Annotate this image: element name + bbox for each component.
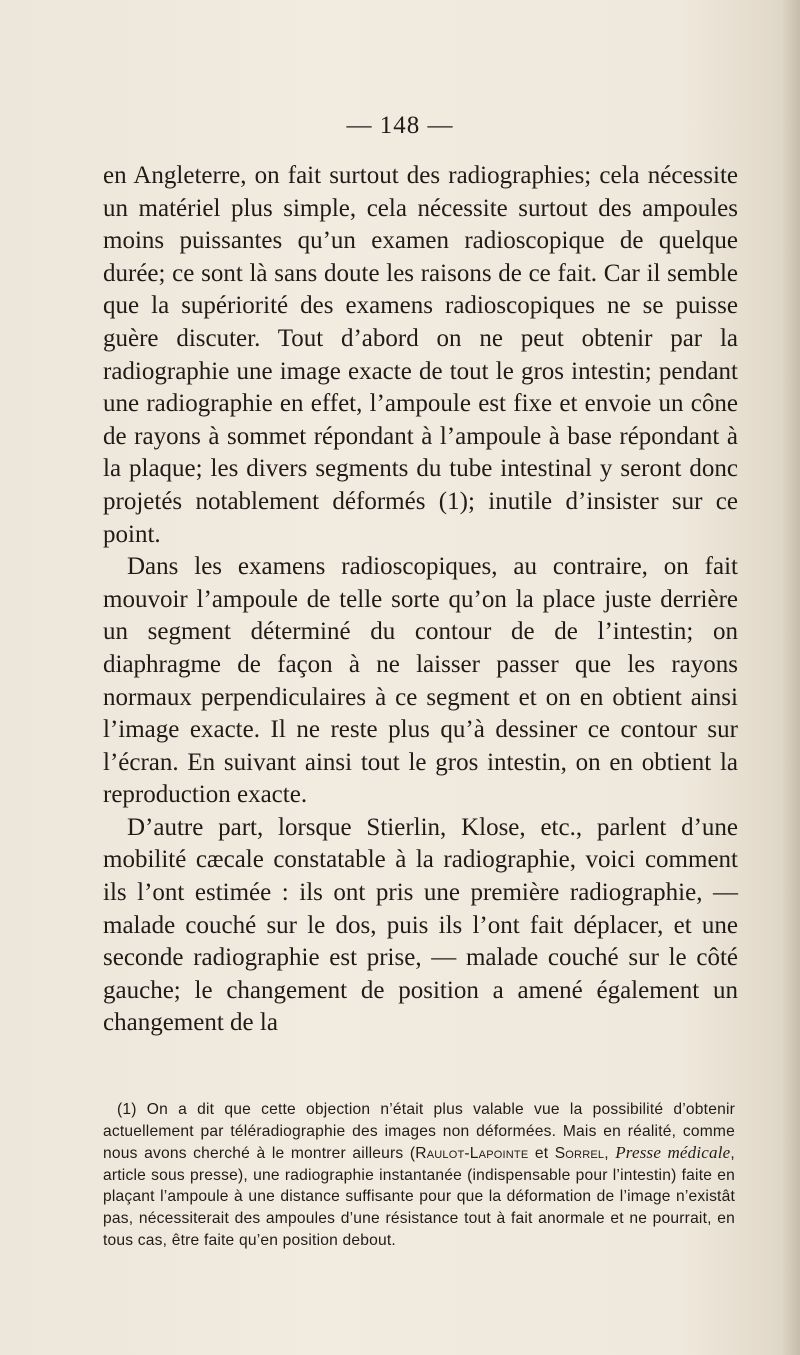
page-edge-shadow xyxy=(782,0,800,1355)
footnote-text-3: , xyxy=(604,1145,616,1163)
footnote-text-1: (1) On a dit que cette objection n’était plus valable vue la possibilité d’obtenir actuellement par téléradiographie des images non déformées. Mais en réalité, comme nous avons cherché à le montrer ailleurs ( xyxy=(103,1101,735,1163)
footnote-journal: Presse médicale xyxy=(615,1143,731,1163)
footnote-text-4: , article sous presse), une radiographie instantanée (indispensable pour l’intestin) faite en plaçant l’ampoule à une distance suffisante pour que la déformation de l’image n’existât pas, nécessiterait des ampoules d’une résistance tout à fait anormale et ne pourrait, en tous cas, être faite qu’en position debout. xyxy=(103,1145,735,1249)
footnote-author-1: Raulot-Lapointe xyxy=(415,1145,529,1163)
footnote-text-2: et xyxy=(528,1145,555,1163)
paragraph-1: en Angleterre, on fait surtout des radiographies; cela nécessite un matériel plus simple, cela nécessite surtout des ampoules moins puissantes qu’un examen radioscopique de quelque durée; ce sont là sans doute les raisons de ce fait. Car il semble que la supériorité des examens radioscopiques ne se puisse guère discuter. Tout d’abord on ne peut obtenir par la radiographie une image exacte de tout le gros intestin; pendant une radiographie en effet, l’ampoule est fixe et envoie un cône de rayons à sommet répondant à l’ampoule à base répondant à la plaque; les divers segments du tube intestinal y seront donc projetés notablement déformés (1); inutile d’insister sur ce point. xyxy=(103,162,738,548)
footnote-author-2: Sorrel xyxy=(554,1145,605,1163)
body-text xyxy=(103,160,738,1040)
paragraph-2: Dans les examens radioscopiques, au contraire, on fait mouvoir l’ampoule de telle sorte qu’on la place juste derrière un segment déterminé du contour de de l’intestin; on diaphragme de façon à ne laisser passer que les rayons normaux perpendiculaires à ce segment et on en obtient ainsi l’image exacte. Il ne reste plus qu’à dessiner ce contour sur l’écran. En suivant ainsi tout le gros intestin, on en obtient la reproduction exacte. xyxy=(103,553,738,809)
paragraph-3: D’autre part, lorsque Stierlin, Klose, etc., parlent d’une mobilité cæcale constatable à la radiographie, voici comment ils l’ont estimée : ils ont pris une première radiographie, — malade couché sur le dos, puis ils l’ont fait déplacer, et une seconde radiographie est prise, — malade couché sur le côté gauche; le changement de position a amené également un changement de la xyxy=(103,813,738,1037)
footnote xyxy=(103,1099,735,1251)
page-number: — 148 — xyxy=(346,112,454,139)
